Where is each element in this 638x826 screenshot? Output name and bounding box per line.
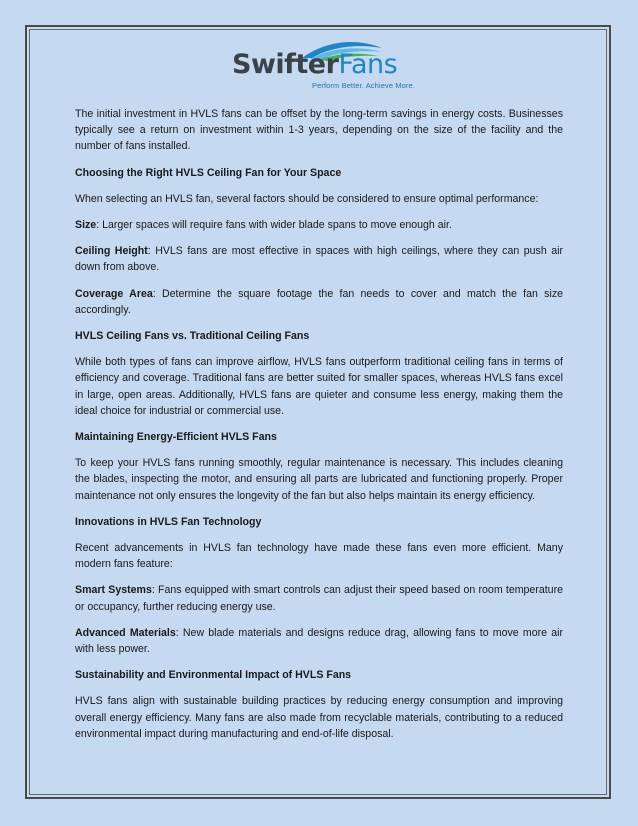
innovations-intro-paragraph: Recent advancements in HVLS fan technology have made these fans even more efficient. Many modern fans feature: [75, 542, 563, 571]
intro-paragraph: The initial investment in HVLS fans can be offset by the long-term savings in energy costs. Businesses typically see a return on investment within 1-3 years, depending on the size of the facility and the number of fans installed. [75, 108, 563, 153]
factor-ceiling-height [75, 243, 563, 275]
section-heading-choosing: Choosing the Right HVLS Ceiling Fan for Your Space [75, 166, 342, 179]
section-heading-innovations: Innovations in HVLS Fan Technology [75, 515, 262, 528]
maintaining-paragraph: To keep your HVLS fans running smoothly, regular maintenance is necessary. This includes cleaning the blades, inspecting the motor, and ensuring all parts are lubricated and functioning properly. Proper maintenance not only ensures the longevity of the fan but also helps maintain its energy efficiency. [75, 457, 563, 502]
factor-coverage-area [75, 286, 563, 318]
sustainability-paragraph: HVLS fans align with sustainable building practices by reducing energy consumption and improving overall energy efficiency. Many fans are also made from recyclable materials, contributing to a reduced environmental impact during manufacturing and end-of-life disposal. [75, 695, 563, 740]
factor-text: : HVLS fans are most effective in spaces with high ceilings, where they can push air down from above. [75, 245, 563, 274]
feature-advanced-materials [75, 625, 563, 657]
section-heading-maintaining: Maintaining Energy-Efficient HVLS Fans [75, 431, 277, 444]
factor-text: : Larger spaces will require fans with wider blade spans to move enough air. [96, 219, 452, 232]
swifter-fans-logo [232, 38, 415, 94]
logo-brand-main: Swifter [232, 49, 339, 80]
feature-smart-systems [75, 582, 563, 614]
logo-wordmark [232, 50, 397, 80]
logo-brand-accent: Fans [338, 49, 398, 80]
section-heading-versus: HVLS Ceiling Fans vs. Traditional Ceiling Fans [75, 330, 310, 343]
factor-term: Size [75, 219, 97, 232]
factor-size [75, 217, 563, 233]
factor-term: Ceiling Height [75, 245, 148, 258]
document-body [75, 106, 563, 752]
versus-paragraph: While both types of fans can improve airflow, HVLS fans outperform traditional ceiling fans in terms of efficiency and coverage. Traditional fans are better suited for smaller spaces, whereas HVLS fans excel in large, open areas. Additionally, HVLS fans are quieter and consume less energy, making them the ideal choice for industrial or commercial use. [75, 356, 563, 417]
factor-text: : Determine the square footage the fan needs to cover and match the fan size accordingly. [75, 287, 564, 316]
feature-term: Smart Systems [75, 584, 152, 597]
section-heading-sustainability: Sustainability and Environmental Impact of HVLS Fans [75, 669, 352, 682]
factor-term: Coverage Area [75, 287, 153, 300]
feature-text: : Fans equipped with smart controls can adjust their speed based on room temperature or occupancy, further reducing energy use. [75, 584, 563, 613]
choosing-intro-paragraph: When selecting an HVLS fan, several factors should be considered to ensure optimal performance: [75, 192, 539, 205]
feature-text: : New blade materials and designs reduce drag, allowing fans to move more air with less power. [75, 626, 563, 656]
feature-term: Advanced Materials [75, 626, 176, 639]
logo-tagline: Perform Better. Achieve More. [312, 81, 415, 90]
